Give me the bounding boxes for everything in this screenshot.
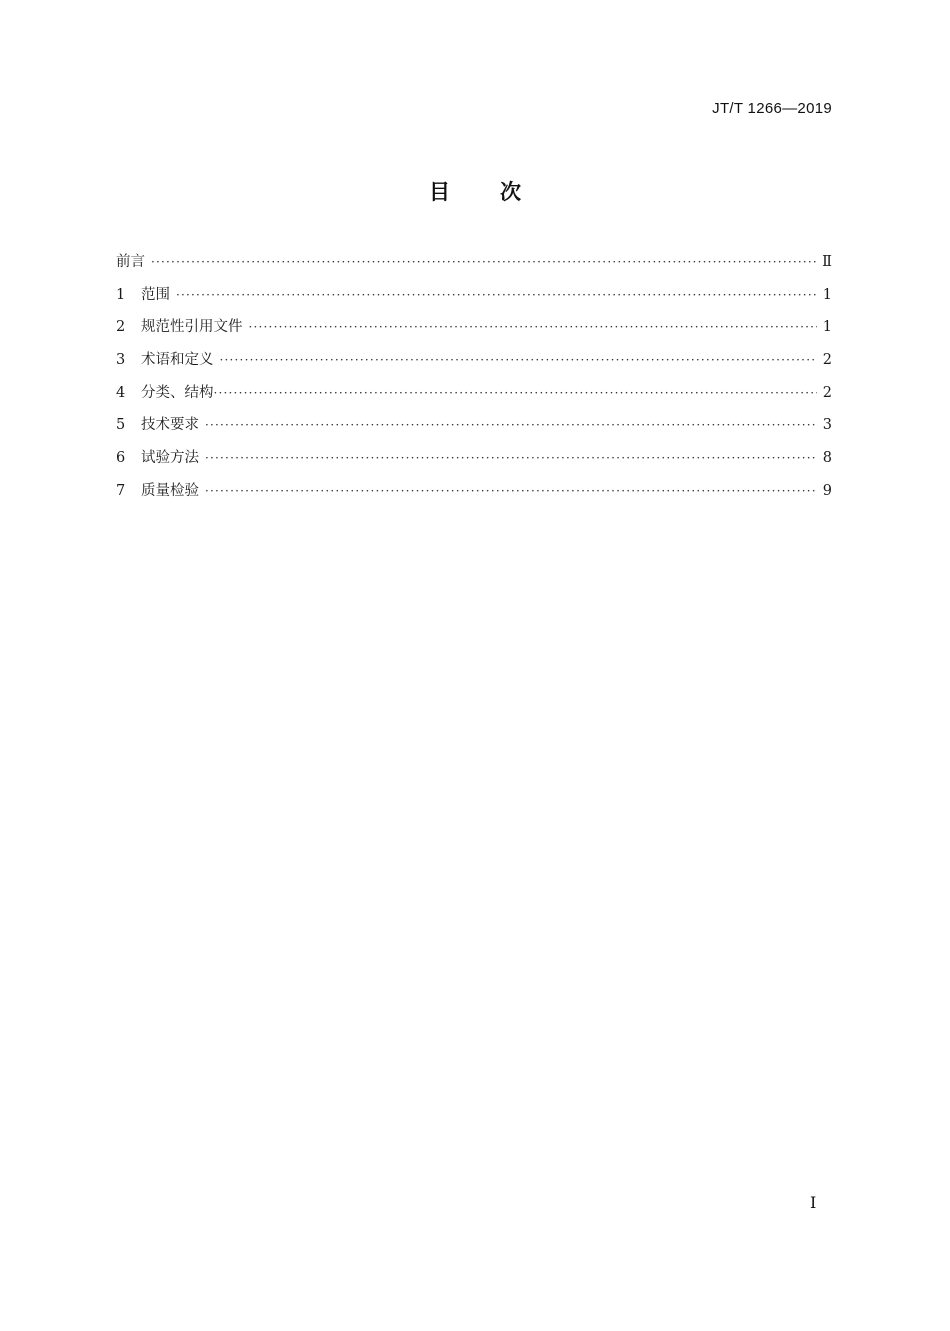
table-of-contents xyxy=(116,250,832,512)
toc-entry-foreword[interactable] xyxy=(116,250,832,283)
toc-entry-number: 6 xyxy=(116,450,126,467)
toc-entry-number: 1 xyxy=(116,286,126,303)
toc-entry-number: 4 xyxy=(116,384,126,401)
toc-entry-page: 3 xyxy=(822,417,832,434)
toc-leader-dots xyxy=(205,446,817,470)
toc-entry-page: 1 xyxy=(822,319,832,336)
toc-entry-label: 范围 xyxy=(141,286,170,303)
toc-entry-terms-definitions[interactable] xyxy=(116,348,832,381)
toc-leader-dots xyxy=(214,381,817,405)
toc-leader-dots xyxy=(249,315,817,339)
toc-entry-page: 2 xyxy=(822,384,832,401)
toc-entry-page: 1 xyxy=(822,286,832,303)
toc-entry-label: 术语和定义 xyxy=(141,352,214,369)
toc-title xyxy=(0,176,950,206)
toc-entry-number: 7 xyxy=(116,482,126,499)
toc-title-char: 次 xyxy=(500,180,521,204)
standard-code: JT/T 1266—2019 xyxy=(712,100,832,117)
toc-leader-dots xyxy=(151,250,816,274)
toc-leader-dots xyxy=(220,348,817,372)
toc-entry-page: Ⅱ xyxy=(822,254,832,270)
toc-leader-dots xyxy=(176,283,817,307)
toc-entry-page: 8 xyxy=(822,450,832,467)
toc-entry-scope[interactable] xyxy=(116,283,832,316)
toc-entry-quality-inspection[interactable] xyxy=(116,479,832,512)
toc-entry-number: 2 xyxy=(116,319,126,336)
toc-entry-label: 质量检验 xyxy=(141,482,199,499)
toc-leader-dots xyxy=(205,479,817,503)
toc-entry-number: 5 xyxy=(116,417,126,434)
toc-entry-label: 技术要求 xyxy=(141,417,199,434)
toc-entry-label: 试验方法 xyxy=(141,450,199,467)
toc-title-char: 目 xyxy=(429,180,450,204)
toc-entry-page: 9 xyxy=(822,482,832,499)
toc-entry-normative-references[interactable] xyxy=(116,315,832,348)
toc-entry-label: 前言 xyxy=(116,254,145,270)
toc-entry-label: 分类、结构 xyxy=(141,384,214,401)
toc-entry-test-methods[interactable] xyxy=(116,446,832,479)
toc-entry-page: 2 xyxy=(822,352,832,369)
toc-entry-label: 规范性引用文件 xyxy=(141,319,243,336)
toc-entry-number: 3 xyxy=(116,352,126,369)
toc-entry-technical-requirements[interactable] xyxy=(116,413,832,446)
toc-entry-classification-structure[interactable] xyxy=(116,381,832,414)
page-number: I xyxy=(810,1193,817,1212)
toc-leader-dots xyxy=(205,413,817,437)
